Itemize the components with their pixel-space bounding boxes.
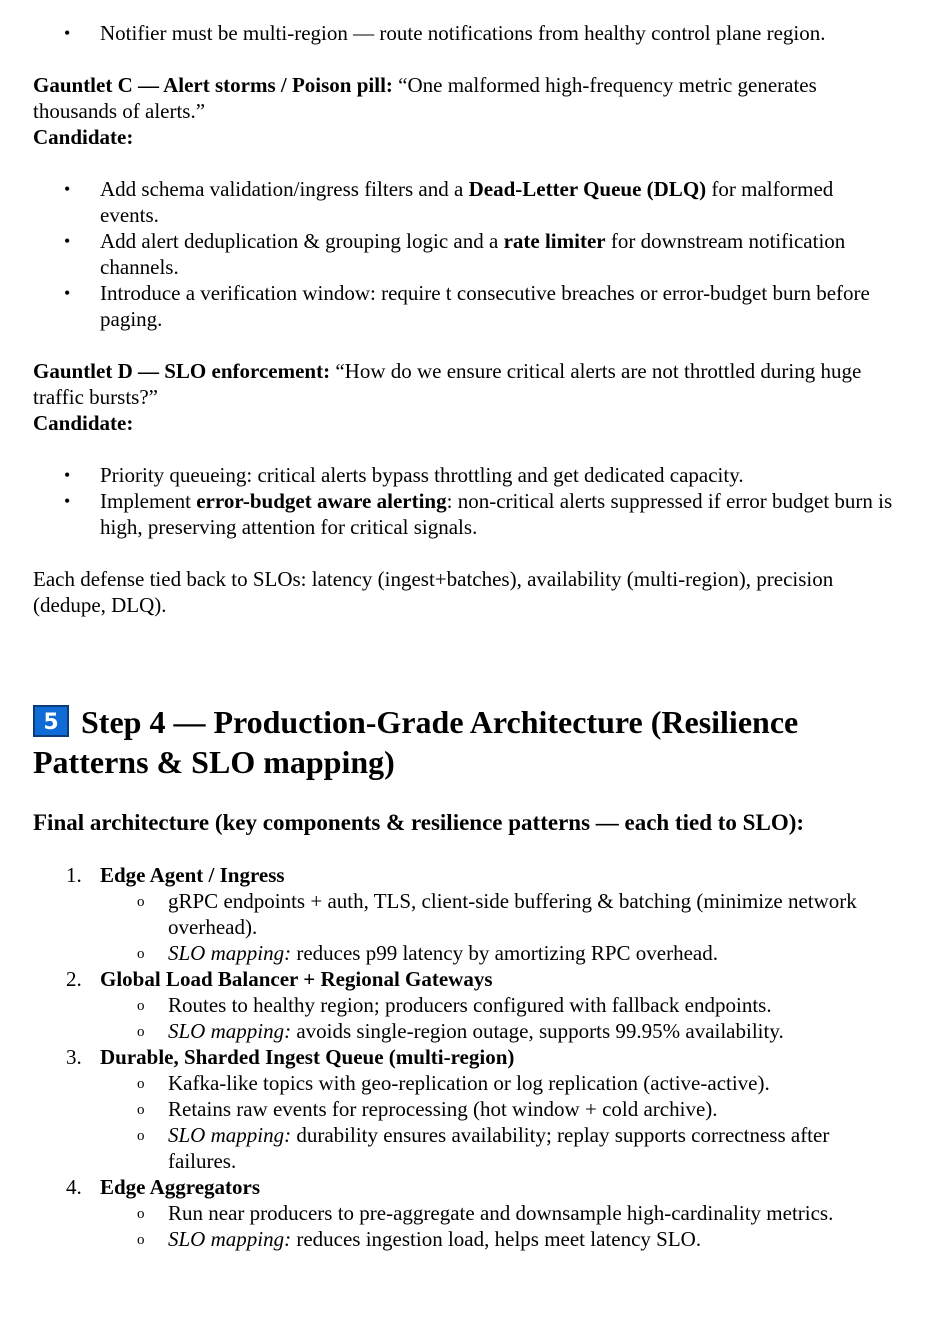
component-number: 3.	[66, 1045, 82, 1069]
component-number: 1.	[66, 863, 82, 887]
bullet-text: Introduce a verification window: require t consecutive breaches or error-budget burn before paging.	[100, 281, 870, 331]
bullet-text: : non-critical alerts suppressed if error budget burn is high, preserving attention for critical signals.	[100, 489, 893, 539]
component-name: Edge Agent / Ingress	[100, 863, 285, 887]
component-item	[33, 1044, 893, 1174]
list-item	[33, 488, 893, 540]
slo-mapping-label: SLO mapping:	[168, 1227, 292, 1251]
bullet-icon: •	[64, 491, 71, 511]
summary-paragraph: Each defense tied back to SLOs: latency (ingest+batches), availability (multi-region), precision (dedupe, DLQ).	[33, 567, 834, 617]
component-sublist	[100, 1200, 893, 1252]
circle-bullet-icon: o	[137, 946, 145, 962]
gauntlet-c-heading	[33, 72, 893, 150]
bullet-icon: •	[64, 231, 71, 251]
component-item	[33, 862, 893, 966]
gauntlet-c-candidate-label: Candidate:	[33, 125, 134, 149]
component-item	[33, 966, 893, 1044]
bullet-text: for downstream notification channels.	[100, 229, 846, 279]
bullet-icon: •	[64, 179, 71, 199]
sub-item-text: Run near producers to pre-aggregate and downsample high-cardinality metrics.	[168, 1201, 834, 1225]
sub-item	[100, 1200, 893, 1226]
sub-item	[100, 992, 893, 1018]
sub-item	[100, 1122, 893, 1174]
list-item	[33, 462, 893, 488]
sub-item-text: reduces ingestion load, helps meet latency SLO.	[291, 1227, 702, 1251]
bullet-icon: •	[64, 283, 71, 303]
sub-item	[100, 888, 893, 940]
step4-heading	[33, 702, 893, 782]
component-sublist	[100, 1070, 893, 1174]
sub-item	[100, 940, 893, 966]
gauntlet-d-candidate-label: Candidate:	[33, 411, 134, 435]
circle-bullet-icon: o	[137, 1024, 145, 1040]
component-sublist	[100, 992, 893, 1044]
bullet-icon: •	[64, 465, 71, 485]
bullet-icon: •	[64, 23, 71, 43]
list-item	[33, 280, 893, 332]
list-item	[33, 20, 893, 46]
bullet-text: Notifier must be multi-region — route notifications from healthy control plane region.	[100, 21, 826, 45]
sub-item-text: avoids single-region outage, supports 99.95% availability.	[291, 1019, 784, 1043]
component-number: 2.	[66, 967, 82, 991]
sub-item	[100, 1096, 893, 1122]
circle-bullet-icon: o	[137, 894, 145, 910]
component-name: Durable, Sharded Ingest Queue (multi-region)	[100, 1045, 515, 1069]
sub-item-text: gRPC endpoints + auth, TLS, client-side buffering & batching (minimize network overhead).	[168, 889, 857, 939]
sub-item	[100, 1070, 893, 1096]
bullet-text: Implement	[100, 489, 197, 513]
bullet-text: for malformed events.	[100, 177, 834, 227]
sub-item-text: durability ensures availability; replay supports correctness after failures.	[168, 1123, 830, 1173]
gauntlet-d-quote: “How do we ensure critical alerts are not throttled during huge traffic bursts?”	[33, 359, 862, 409]
circle-bullet-icon: o	[137, 998, 145, 1014]
slo-mapping-label: SLO mapping:	[168, 941, 292, 965]
document-page	[33, 0, 893, 1252]
slo-mapping-label: SLO mapping:	[168, 1019, 292, 1043]
circle-bullet-icon: o	[137, 1206, 145, 1222]
component-name: Edge Aggregators	[100, 1175, 261, 1199]
sub-item	[100, 1018, 893, 1044]
component-item	[33, 1174, 893, 1252]
list-item	[33, 176, 893, 228]
component-name: Global Load Balancer + Regional Gateways	[100, 967, 493, 991]
top-bullet-list	[33, 20, 893, 46]
sub-item-text: Retains raw events for reprocessing (hot window + cold archive).	[168, 1097, 718, 1121]
components-list	[33, 862, 893, 1252]
sub-item-text: Kafka-like topics with geo-replication or log replication (active-active).	[168, 1071, 770, 1095]
bullet-bold-text: Dead-Letter Queue (DLQ)	[468, 177, 707, 201]
sub-item-text: Routes to healthy region; producers configured with fallback endpoints.	[168, 993, 772, 1017]
circle-bullet-icon: o	[137, 1232, 145, 1248]
bullet-bold-text: rate limiter	[503, 229, 606, 253]
step4-subtitle: Final architecture (key components & resilience patterns — each tied to SLO):	[33, 810, 805, 835]
gauntlet-d-title: Gauntlet D — SLO enforcement:	[33, 359, 331, 383]
list-item	[33, 228, 893, 280]
step4-title: Step 4 — Production-Grade Architecture (Resilience Patterns & SLO mapping)	[33, 704, 799, 780]
gauntlet-c-quote: “One malformed high-frequency metric generates thousands of alerts.”	[33, 73, 817, 123]
circle-bullet-icon: o	[137, 1128, 145, 1144]
circle-bullet-icon: o	[137, 1102, 145, 1118]
slo-mapping-label: SLO mapping:	[168, 1123, 292, 1147]
gauntlet-d-bullets	[33, 462, 893, 540]
bullet-text: Add alert deduplication & grouping logic and a	[100, 229, 504, 253]
gauntlet-d-heading	[33, 358, 893, 436]
sub-item-text: reduces p99 latency by amortizing RPC overhead.	[291, 941, 718, 965]
gauntlet-c-bullets	[33, 176, 893, 332]
component-sublist	[100, 888, 893, 966]
bullet-text: Add schema validation/ingress filters and a	[100, 177, 469, 201]
circle-bullet-icon: o	[137, 1076, 145, 1092]
gauntlet-c-title: Gauntlet C — Alert storms / Poison pill:	[33, 73, 393, 97]
keycap-5-icon: 5	[33, 705, 69, 737]
bullet-bold-text: error-budget aware alerting	[196, 489, 447, 513]
bullet-text: Priority queueing: critical alerts bypass throttling and get dedicated capacity.	[100, 463, 744, 487]
sub-item	[100, 1226, 893, 1252]
component-number: 4.	[66, 1175, 82, 1199]
